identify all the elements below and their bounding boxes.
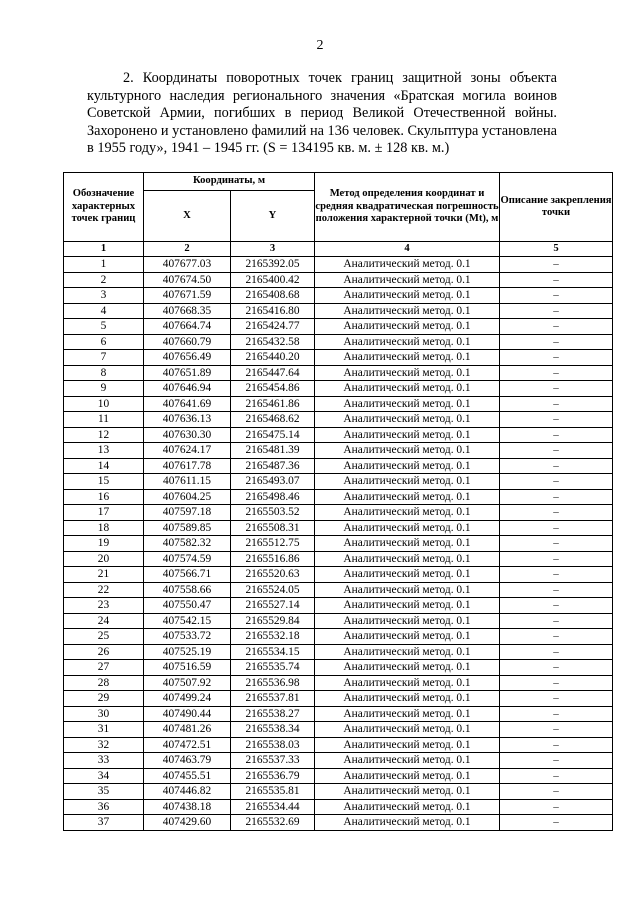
description-cell: – <box>500 675 613 691</box>
y-coordinate-cell: 2165508.31 <box>231 520 315 536</box>
table-row <box>64 334 613 350</box>
x-coordinate-cell: 407463.79 <box>144 753 231 769</box>
point-number-cell: 22 <box>64 582 144 598</box>
table-row <box>64 567 613 583</box>
description-cell: – <box>500 489 613 505</box>
x-coordinate-cell: 407617.78 <box>144 458 231 474</box>
y-coordinate-cell: 2165512.75 <box>231 536 315 552</box>
method-cell: Аналитический метод. 0.1 <box>315 303 500 319</box>
point-number-cell: 18 <box>64 520 144 536</box>
description-cell: – <box>500 768 613 784</box>
point-number-cell: 2 <box>64 272 144 288</box>
method-cell: Аналитический метод. 0.1 <box>315 784 500 800</box>
coordinates-table <box>63 172 613 831</box>
description-cell: – <box>500 272 613 288</box>
table-row <box>64 505 613 521</box>
description-cell: – <box>500 443 613 459</box>
table-row <box>64 582 613 598</box>
description-cell: – <box>500 660 613 676</box>
x-coordinate-cell: 407651.89 <box>144 365 231 381</box>
y-coordinate-cell: 2165468.62 <box>231 412 315 428</box>
y-coordinate-cell: 2165487.36 <box>231 458 315 474</box>
table-row <box>64 799 613 815</box>
column-number: 5 <box>500 242 613 257</box>
description-cell: – <box>500 458 613 474</box>
y-coordinate-cell: 2165432.58 <box>231 334 315 350</box>
header-x: X <box>144 191 231 242</box>
y-coordinate-cell: 2165516.86 <box>231 551 315 567</box>
method-cell: Аналитический метод. 0.1 <box>315 675 500 691</box>
description-cell: – <box>500 319 613 335</box>
point-number-cell: 33 <box>64 753 144 769</box>
point-number-cell: 7 <box>64 350 144 366</box>
y-coordinate-cell: 2165524.05 <box>231 582 315 598</box>
table-row <box>64 737 613 753</box>
x-coordinate-cell: 407664.74 <box>144 319 231 335</box>
description-cell: – <box>500 474 613 490</box>
point-number-cell: 9 <box>64 381 144 397</box>
table-row <box>64 613 613 629</box>
method-cell: Аналитический метод. 0.1 <box>315 722 500 738</box>
method-cell: Аналитический метод. 0.1 <box>315 536 500 552</box>
x-coordinate-cell: 407438.18 <box>144 799 231 815</box>
y-coordinate-cell: 2165529.84 <box>231 613 315 629</box>
x-coordinate-cell: 407558.66 <box>144 582 231 598</box>
x-coordinate-cell: 407533.72 <box>144 629 231 645</box>
y-coordinate-cell: 2165535.74 <box>231 660 315 676</box>
header-method: Метод определения координат и средняя квадратическая погрешность положения характерной точки (Mt), м <box>315 173 500 242</box>
x-coordinate-cell: 407624.17 <box>144 443 231 459</box>
method-cell: Аналитический метод. 0.1 <box>315 319 500 335</box>
method-cell: Аналитический метод. 0.1 <box>315 799 500 815</box>
description-cell: – <box>500 350 613 366</box>
description-cell: – <box>500 784 613 800</box>
table-row <box>64 350 613 366</box>
x-coordinate-cell: 407516.59 <box>144 660 231 676</box>
method-cell: Аналитический метод. 0.1 <box>315 753 500 769</box>
x-coordinate-cell: 407490.44 <box>144 706 231 722</box>
point-number-cell: 5 <box>64 319 144 335</box>
description-cell: – <box>500 381 613 397</box>
method-cell: Аналитический метод. 0.1 <box>315 365 500 381</box>
x-coordinate-cell: 407566.71 <box>144 567 231 583</box>
point-number-cell: 11 <box>64 412 144 428</box>
table-row <box>64 443 613 459</box>
method-cell: Аналитический метод. 0.1 <box>315 505 500 521</box>
y-coordinate-cell: 2165538.34 <box>231 722 315 738</box>
y-coordinate-cell: 2165416.80 <box>231 303 315 319</box>
point-number-cell: 3 <box>64 288 144 304</box>
x-coordinate-cell: 407630.30 <box>144 427 231 443</box>
method-cell: Аналитический метод. 0.1 <box>315 350 500 366</box>
description-cell: – <box>500 427 613 443</box>
description-cell: – <box>500 365 613 381</box>
method-cell: Аналитический метод. 0.1 <box>315 396 500 412</box>
point-number-cell: 4 <box>64 303 144 319</box>
x-coordinate-cell: 407472.51 <box>144 737 231 753</box>
description-cell: – <box>500 412 613 428</box>
description-cell: – <box>500 753 613 769</box>
point-number-cell: 17 <box>64 505 144 521</box>
point-number-cell: 8 <box>64 365 144 381</box>
table-row <box>64 272 613 288</box>
header-coordinates: Координаты, м <box>144 173 315 191</box>
column-number: 3 <box>231 242 315 257</box>
point-number-cell: 37 <box>64 815 144 831</box>
y-coordinate-cell: 2165538.03 <box>231 737 315 753</box>
x-coordinate-cell: 407446.82 <box>144 784 231 800</box>
point-number-cell: 10 <box>64 396 144 412</box>
x-coordinate-cell: 407481.26 <box>144 722 231 738</box>
y-coordinate-cell: 2165481.39 <box>231 443 315 459</box>
method-cell: Аналитический метод. 0.1 <box>315 706 500 722</box>
y-coordinate-cell: 2165536.79 <box>231 768 315 784</box>
table-row <box>64 489 613 505</box>
y-coordinate-cell: 2165536.98 <box>231 675 315 691</box>
table-row <box>64 288 613 304</box>
description-cell: – <box>500 598 613 614</box>
point-number-cell: 21 <box>64 567 144 583</box>
x-coordinate-cell: 407550.47 <box>144 598 231 614</box>
method-cell: Аналитический метод. 0.1 <box>315 443 500 459</box>
y-coordinate-cell: 2165537.81 <box>231 691 315 707</box>
x-coordinate-cell: 407671.59 <box>144 288 231 304</box>
y-coordinate-cell: 2165534.15 <box>231 644 315 660</box>
description-cell: – <box>500 815 613 831</box>
table-row <box>64 753 613 769</box>
y-coordinate-cell: 2165493.07 <box>231 474 315 490</box>
point-number-cell: 28 <box>64 675 144 691</box>
method-cell: Аналитический метод. 0.1 <box>315 257 500 273</box>
method-cell: Аналитический метод. 0.1 <box>315 598 500 614</box>
header-description: Описание закрепления точки <box>500 173 613 242</box>
x-coordinate-cell: 407499.24 <box>144 691 231 707</box>
x-coordinate-cell: 407574.59 <box>144 551 231 567</box>
y-coordinate-cell: 2165498.46 <box>231 489 315 505</box>
y-coordinate-cell: 2165534.44 <box>231 799 315 815</box>
table-row <box>64 768 613 784</box>
y-coordinate-cell: 2165392.05 <box>231 257 315 273</box>
point-number-cell: 25 <box>64 629 144 645</box>
table-row <box>64 660 613 676</box>
table-row <box>64 536 613 552</box>
point-number-cell: 1 <box>64 257 144 273</box>
point-number-cell: 32 <box>64 737 144 753</box>
method-cell: Аналитический метод. 0.1 <box>315 520 500 536</box>
description-cell: – <box>500 334 613 350</box>
y-coordinate-cell: 2165408.68 <box>231 288 315 304</box>
y-coordinate-cell: 2165538.27 <box>231 706 315 722</box>
x-coordinate-cell: 407646.94 <box>144 381 231 397</box>
method-cell: Аналитический метод. 0.1 <box>315 474 500 490</box>
description-cell: – <box>500 644 613 660</box>
point-number-cell: 30 <box>64 706 144 722</box>
point-number-cell: 34 <box>64 768 144 784</box>
table-row <box>64 412 613 428</box>
description-cell: – <box>500 505 613 521</box>
description-cell: – <box>500 536 613 552</box>
description-cell: – <box>500 567 613 583</box>
y-coordinate-cell: 2165520.63 <box>231 567 315 583</box>
table-row <box>64 396 613 412</box>
table-row <box>64 691 613 707</box>
description-cell: – <box>500 582 613 598</box>
method-cell: Аналитический метод. 0.1 <box>315 567 500 583</box>
column-number: 1 <box>64 242 144 257</box>
table-row <box>64 427 613 443</box>
x-coordinate-cell: 407660.79 <box>144 334 231 350</box>
x-coordinate-cell: 407429.60 <box>144 815 231 831</box>
table-row <box>64 257 613 273</box>
point-number-cell: 6 <box>64 334 144 350</box>
point-number-cell: 15 <box>64 474 144 490</box>
method-cell: Аналитический метод. 0.1 <box>315 381 500 397</box>
method-cell: Аналитический метод. 0.1 <box>315 582 500 598</box>
point-number-cell: 29 <box>64 691 144 707</box>
x-coordinate-cell: 407525.19 <box>144 644 231 660</box>
point-number-cell: 16 <box>64 489 144 505</box>
point-number-cell: 20 <box>64 551 144 567</box>
y-coordinate-cell: 2165537.33 <box>231 753 315 769</box>
table-row <box>64 644 613 660</box>
method-cell: Аналитический метод. 0.1 <box>315 737 500 753</box>
point-number-cell: 36 <box>64 799 144 815</box>
method-cell: Аналитический метод. 0.1 <box>315 489 500 505</box>
y-coordinate-cell: 2165535.81 <box>231 784 315 800</box>
header-point-designation: Обозначение характерных точек границ <box>64 173 144 242</box>
description-cell: – <box>500 288 613 304</box>
method-cell: Аналитический метод. 0.1 <box>315 613 500 629</box>
description-cell: – <box>500 799 613 815</box>
method-cell: Аналитический метод. 0.1 <box>315 551 500 567</box>
method-cell: Аналитический метод. 0.1 <box>315 691 500 707</box>
x-coordinate-cell: 407542.15 <box>144 613 231 629</box>
x-coordinate-cell: 407589.85 <box>144 520 231 536</box>
description-cell: – <box>500 737 613 753</box>
description-cell: – <box>500 706 613 722</box>
point-number-cell: 24 <box>64 613 144 629</box>
method-cell: Аналитический метод. 0.1 <box>315 458 500 474</box>
description-cell: – <box>500 722 613 738</box>
table-row <box>64 319 613 335</box>
table-row <box>64 458 613 474</box>
description-cell: – <box>500 520 613 536</box>
description-cell: – <box>500 613 613 629</box>
y-coordinate-cell: 2165440.20 <box>231 350 315 366</box>
method-cell: Аналитический метод. 0.1 <box>315 334 500 350</box>
x-coordinate-cell: 407611.15 <box>144 474 231 490</box>
x-coordinate-cell: 407604.25 <box>144 489 231 505</box>
point-number-cell: 14 <box>64 458 144 474</box>
table-row <box>64 381 613 397</box>
method-cell: Аналитический метод. 0.1 <box>315 427 500 443</box>
description-cell: – <box>500 257 613 273</box>
description-cell: – <box>500 629 613 645</box>
table-row <box>64 303 613 319</box>
page-number: 2 <box>316 38 324 53</box>
table-row <box>64 365 613 381</box>
x-coordinate-cell: 407455.51 <box>144 768 231 784</box>
y-coordinate-cell: 2165475.14 <box>231 427 315 443</box>
table-body <box>64 257 613 831</box>
method-cell: Аналитический метод. 0.1 <box>315 644 500 660</box>
description-cell: – <box>500 303 613 319</box>
table-row <box>64 722 613 738</box>
y-coordinate-cell: 2165454.86 <box>231 381 315 397</box>
method-cell: Аналитический метод. 0.1 <box>315 272 500 288</box>
method-cell: Аналитический метод. 0.1 <box>315 412 500 428</box>
point-number-cell: 13 <box>64 443 144 459</box>
table-row <box>64 706 613 722</box>
x-coordinate-cell: 407677.03 <box>144 257 231 273</box>
table-row <box>64 598 613 614</box>
description-cell: – <box>500 396 613 412</box>
x-coordinate-cell: 407656.49 <box>144 350 231 366</box>
column-number: 4 <box>315 242 500 257</box>
table-row <box>64 551 613 567</box>
table-row <box>64 629 613 645</box>
method-cell: Аналитический метод. 0.1 <box>315 629 500 645</box>
point-number-cell: 31 <box>64 722 144 738</box>
y-coordinate-cell: 2165532.18 <box>231 629 315 645</box>
column-number: 2 <box>144 242 231 257</box>
method-cell: Аналитический метод. 0.1 <box>315 768 500 784</box>
header-y: Y <box>231 191 315 242</box>
description-cell: – <box>500 551 613 567</box>
y-coordinate-cell: 2165503.52 <box>231 505 315 521</box>
point-number-cell: 23 <box>64 598 144 614</box>
method-cell: Аналитический метод. 0.1 <box>315 815 500 831</box>
x-coordinate-cell: 407582.32 <box>144 536 231 552</box>
x-coordinate-cell: 407668.35 <box>144 303 231 319</box>
y-coordinate-cell: 2165527.14 <box>231 598 315 614</box>
table-row <box>64 520 613 536</box>
y-coordinate-cell: 2165461.86 <box>231 396 315 412</box>
table-row <box>64 815 613 831</box>
x-coordinate-cell: 407507.92 <box>144 675 231 691</box>
x-coordinate-cell: 407674.50 <box>144 272 231 288</box>
point-number-cell: 12 <box>64 427 144 443</box>
x-coordinate-cell: 407636.13 <box>144 412 231 428</box>
method-cell: Аналитический метод. 0.1 <box>315 660 500 676</box>
table-row <box>64 675 613 691</box>
x-coordinate-cell: 407597.18 <box>144 505 231 521</box>
y-coordinate-cell: 2165400.42 <box>231 272 315 288</box>
y-coordinate-cell: 2165447.64 <box>231 365 315 381</box>
section-heading: 2. Координаты поворотных точек границ защитной зоны объекта культурного наследия регионального значения «Братская могила воинов Советской Армии, погибших в период Великой Отечественной войны. Захоронено и установлено фамилий на 136 человек. Скульптура установлена в 1955 году», 1941 – 1945 гг. (S = 134195 кв. м. ± 128 кв. м.) <box>87 70 557 157</box>
point-number-cell: 19 <box>64 536 144 552</box>
point-number-cell: 26 <box>64 644 144 660</box>
point-number-cell: 27 <box>64 660 144 676</box>
table-row <box>64 784 613 800</box>
point-number-cell: 35 <box>64 784 144 800</box>
x-coordinate-cell: 407641.69 <box>144 396 231 412</box>
table-row <box>64 474 613 490</box>
method-cell: Аналитический метод. 0.1 <box>315 288 500 304</box>
y-coordinate-cell: 2165532.69 <box>231 815 315 831</box>
description-cell: – <box>500 691 613 707</box>
y-coordinate-cell: 2165424.77 <box>231 319 315 335</box>
